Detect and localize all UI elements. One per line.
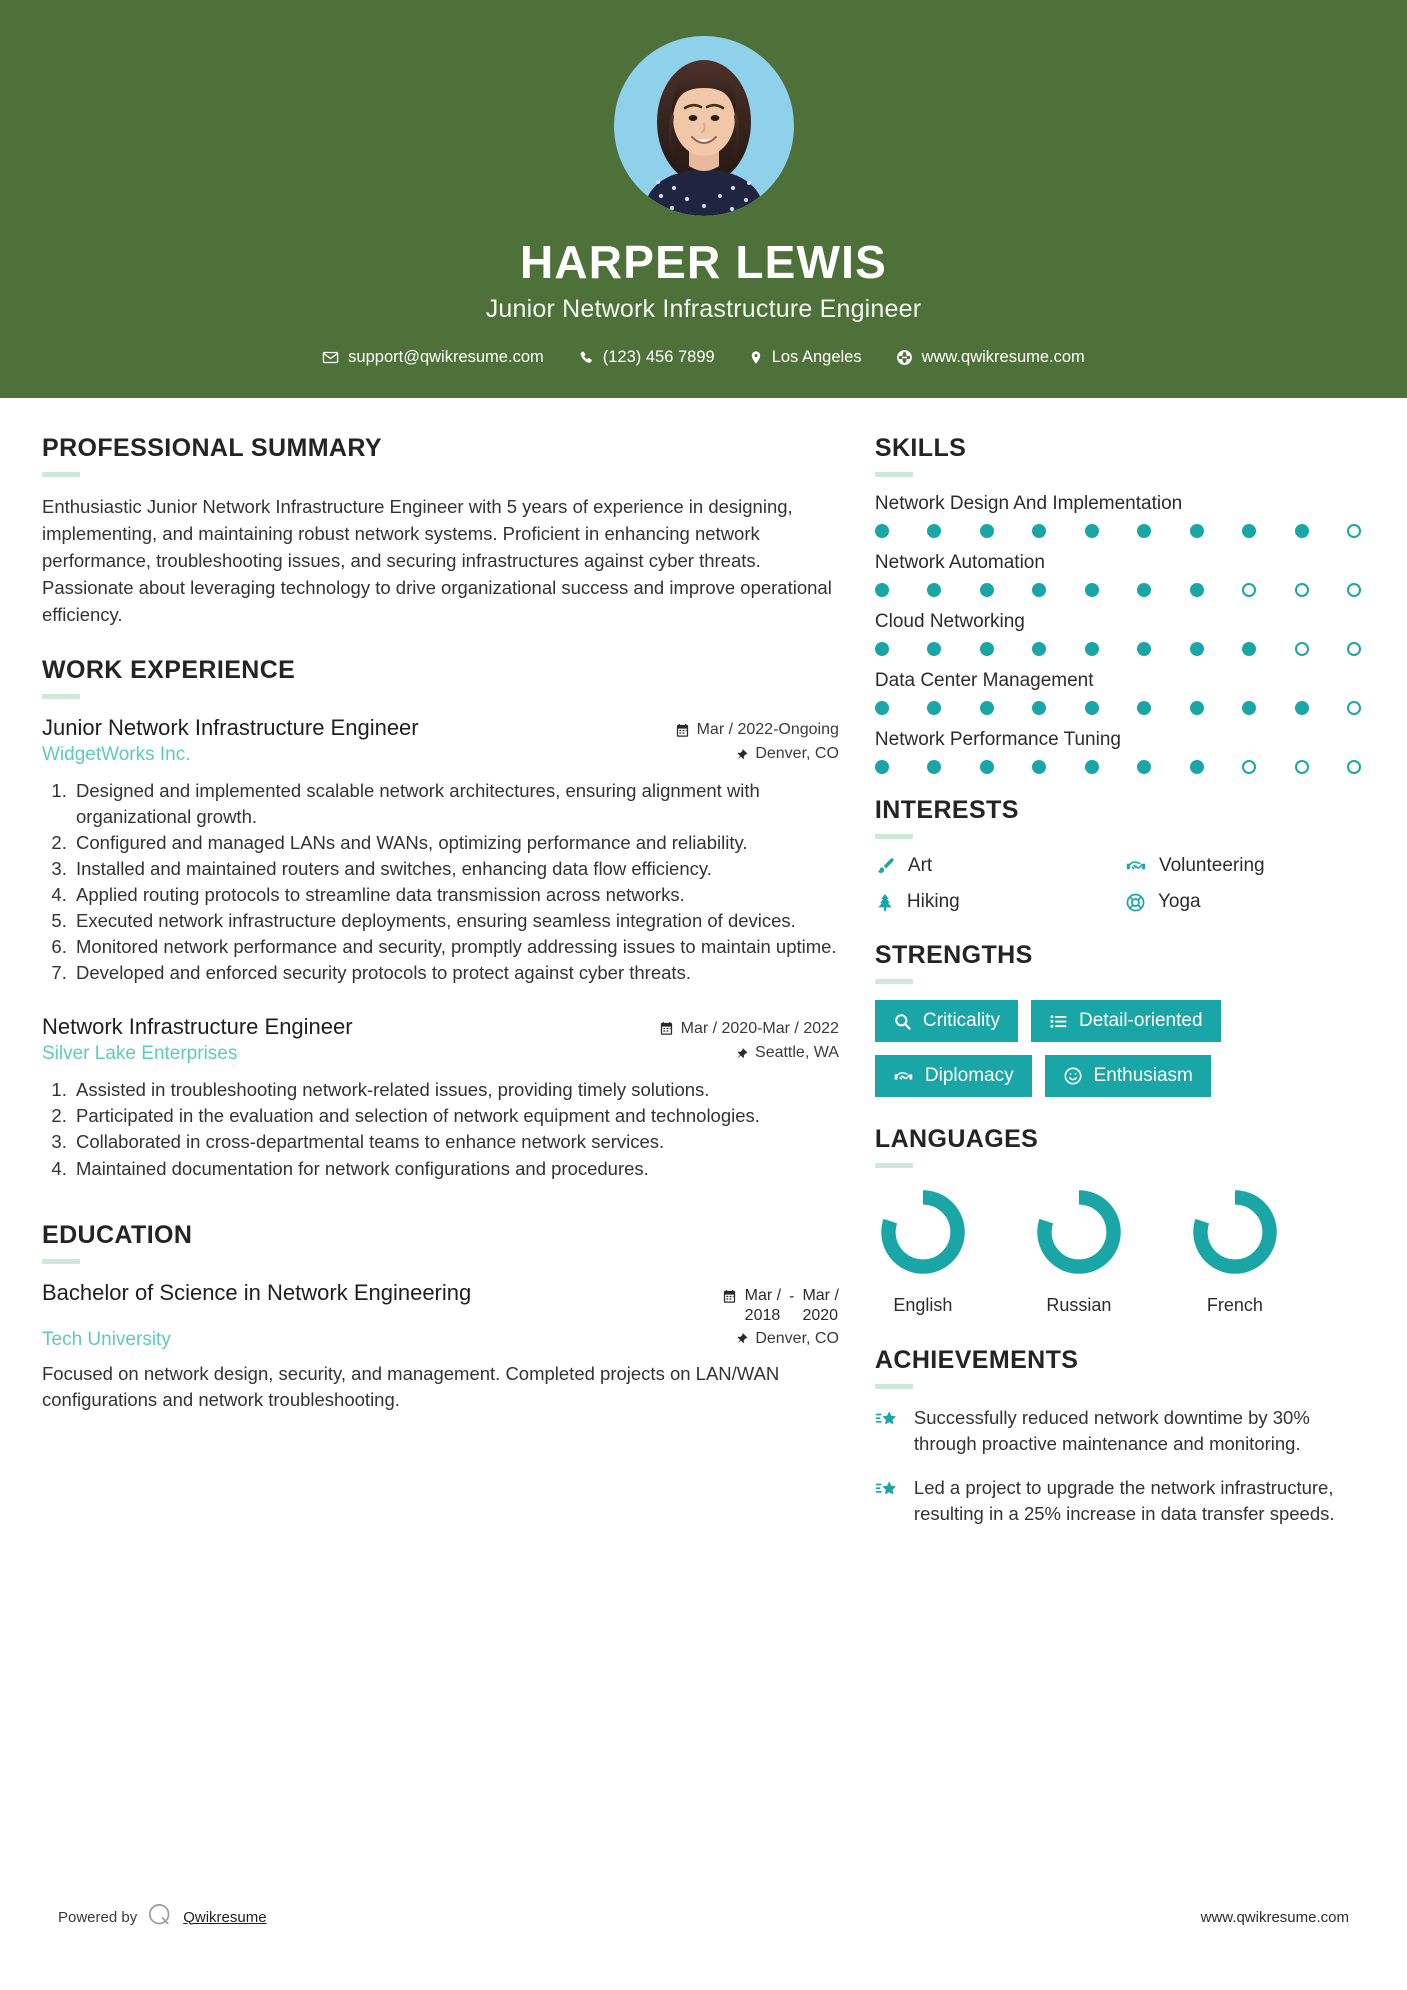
contact-website[interactable] <box>879 348 1102 367</box>
section-education <box>42 1221 839 1414</box>
skill-dot-filled <box>1295 701 1309 715</box>
education-entry <box>42 1280 839 1414</box>
section-skills <box>875 434 1365 774</box>
contact-website-text: www.qwikresume.com <box>921 348 1085 367</box>
section-rule <box>875 472 913 477</box>
paintbrush-icon <box>875 856 896 877</box>
skill-dot-empty <box>1347 583 1361 597</box>
work-role: Network Infrastructure Engineer <box>42 1013 353 1039</box>
resume-header <box>0 0 1407 398</box>
shooting-star-icon <box>875 1475 899 1502</box>
education-location-text: Denver, CO <box>755 1329 839 1347</box>
skill-dot-filled <box>1137 524 1151 538</box>
skill-dot-filled <box>1295 524 1309 538</box>
skill-dot-filled <box>980 701 994 715</box>
section-heading-education: EDUCATION <box>42 1220 193 1249</box>
interest-item <box>1125 891 1365 913</box>
work-bullet: 4. Applied routing protocols to streamline data transmission across networks. <box>72 882 839 907</box>
section-work-experience <box>42 656 839 1181</box>
skill-item <box>875 493 1365 538</box>
contact-row <box>0 348 1407 367</box>
contact-phone-text: (123) 456 7899 <box>602 348 715 367</box>
strength-chip-enthusiasm <box>1045 1055 1211 1097</box>
tree-icon <box>875 892 895 913</box>
calendar-icon <box>675 723 690 738</box>
work-company: WidgetWorks Inc. <box>42 744 191 766</box>
skill-dot-empty <box>1295 583 1309 597</box>
work-dates-text: Mar / 2022-Ongoing <box>696 721 839 738</box>
section-languages <box>875 1125 1365 1316</box>
skill-dot-filled <box>1190 701 1204 715</box>
education-degree: Bachelor of Science in Network Engineering <box>42 1279 472 1305</box>
skill-dot-filled <box>1032 760 1046 774</box>
section-heading-interests: INTERESTS <box>874 796 1019 824</box>
skill-dot-empty <box>1347 701 1361 715</box>
skill-dot-filled <box>1085 701 1099 715</box>
work-bullet: 3. Collaborated in cross-departmental teams to enhance network services. <box>72 1129 839 1154</box>
work-dates-text: Mar / 2020-Mar / 2022 <box>680 1019 839 1037</box>
contact-email[interactable] <box>305 348 561 367</box>
skill-item <box>875 552 1365 597</box>
work-dates <box>659 1014 839 1038</box>
work-bullet: 1. Assisted in troubleshooting network-related issues, providing timely solutions. <box>72 1077 839 1102</box>
skill-name: Data Center Management <box>874 670 1094 691</box>
section-heading-strengths: STRENGTHS <box>874 941 1033 969</box>
education-date-separator: - <box>789 1287 795 1305</box>
contact-email-text: support@qwikresume.com <box>348 348 544 367</box>
skill-name: Cloud Networking <box>874 611 1025 632</box>
section-heading-summary: PROFESSIONAL SUMMARY <box>42 434 382 462</box>
skill-dot-filled <box>1032 524 1046 538</box>
search-icon <box>893 1012 912 1031</box>
section-rule <box>42 694 80 699</box>
handshake-icon <box>1125 855 1147 877</box>
lifebuoy-icon <box>1125 892 1146 913</box>
skill-item <box>875 611 1365 656</box>
skill-rating <box>875 701 1365 715</box>
language-item <box>875 1184 971 1316</box>
interest-grid <box>875 855 1365 913</box>
skill-dot-filled <box>1137 760 1151 774</box>
education-start-date <box>745 1286 781 1326</box>
skill-dot-filled <box>980 760 994 774</box>
skill-dot-filled <box>1137 701 1151 715</box>
skill-name: Network Design And Implementation <box>874 493 1183 514</box>
skill-dot-filled <box>927 583 941 597</box>
skill-dot-filled <box>927 524 941 538</box>
skill-dot-filled <box>1085 583 1099 597</box>
skill-item <box>875 670 1365 715</box>
language-name: French <box>1206 1295 1263 1315</box>
phone-icon <box>578 350 594 366</box>
language-item <box>1031 1184 1127 1316</box>
achievement-item <box>875 1475 1365 1527</box>
work-bullets <box>42 778 839 985</box>
map-pin-icon <box>749 349 763 366</box>
globe-icon <box>896 349 913 366</box>
skill-dot-empty <box>1295 760 1309 774</box>
avatar <box>614 36 794 216</box>
skill-dot-filled <box>875 524 889 538</box>
section-rule <box>875 1163 913 1168</box>
skill-dot-filled <box>1190 760 1204 774</box>
skill-dot-filled <box>1242 642 1256 656</box>
strength-chip-criticality <box>875 1000 1018 1042</box>
strength-chip-diplomacy <box>875 1055 1032 1097</box>
language-name: Russian <box>1046 1295 1112 1315</box>
section-heading-languages: LANGUAGES <box>874 1125 1039 1153</box>
work-location <box>735 741 839 763</box>
interest-label: Yoga <box>1157 891 1201 912</box>
strength-label: Enthusiasm <box>1093 1065 1193 1086</box>
skill-dot-filled <box>1085 524 1099 538</box>
work-entry <box>42 715 839 986</box>
education-dates <box>722 1280 839 1326</box>
skill-dot-filled <box>1032 701 1046 715</box>
skill-dot-filled <box>875 583 889 597</box>
skill-rating <box>875 583 1365 597</box>
skill-dot-filled <box>1085 642 1099 656</box>
interest-label: Hiking <box>906 891 960 912</box>
qwikresume-logo-icon <box>147 1902 173 1932</box>
skill-dot-filled <box>980 642 994 656</box>
work-company: Silver Lake Enterprises <box>42 1043 238 1065</box>
section-heading-achievements: ACHIEVEMENTS <box>874 1346 1079 1374</box>
education-start-month: Mar / <box>744 1286 782 1304</box>
skill-dot-filled <box>927 760 941 774</box>
skill-dot-empty <box>1347 760 1361 774</box>
candidate-job-title: Junior Network Infrastructure Engineer <box>485 295 922 324</box>
section-achievements <box>875 1346 1365 1527</box>
section-rule <box>875 1384 913 1389</box>
calendar-icon <box>722 1286 737 1309</box>
right-column <box>875 434 1365 1545</box>
skill-rating <box>875 760 1365 774</box>
work-dates <box>675 715 839 739</box>
education-start-year: 2018 <box>744 1306 781 1324</box>
section-strengths <box>875 941 1365 1097</box>
language-donut <box>1187 1184 1283 1280</box>
skill-name: Network Performance Tuning <box>874 729 1121 750</box>
work-location-text: Seattle, WA <box>755 1044 839 1062</box>
skill-dot-filled <box>1137 583 1151 597</box>
list-icon <box>1049 1012 1068 1031</box>
language-donut <box>1031 1184 1127 1280</box>
language-name: English <box>893 1295 953 1315</box>
section-interests <box>875 796 1365 913</box>
skill-item <box>875 729 1365 774</box>
skill-dot-filled <box>1032 583 1046 597</box>
left-column <box>42 434 839 1545</box>
candidate-name: HARPER LEWIS <box>519 236 888 288</box>
interest-label: Art <box>907 855 933 876</box>
achievement-text: Led a project to upgrade the network infrastructure, resulting in a 25% increase in data transfer speeds. <box>913 1476 1335 1524</box>
pin-icon <box>735 1046 748 1061</box>
skill-rating <box>875 524 1365 538</box>
strength-chip-detail-oriented <box>1031 1000 1221 1042</box>
interest-item <box>875 855 1115 877</box>
interest-label: Volunteering <box>1158 855 1265 876</box>
education-end-date <box>802 1286 838 1326</box>
skill-dot-filled <box>980 524 994 538</box>
footer-brand-link[interactable]: Qwikresume <box>183 1908 267 1926</box>
education-description: Focused on network design, security, and management. Completed projects on LAN/WAN configurations and network troubleshooting. <box>42 1362 780 1410</box>
skill-dot-filled <box>1137 642 1151 656</box>
language-donut <box>875 1184 971 1280</box>
skill-name: Network Automation <box>874 552 1045 573</box>
work-bullet: 6. Monitored network performance and security, promptly addressing issues to maintain uptime. <box>72 934 839 959</box>
summary-text: Enthusiastic Junior Network Infrastructure Engineer with 5 years of experience in designing, implementing, and maintaining robust network systems. Proficient in enhancing network performance, troubleshooting issues, and securing infrastructures against cyber threats. Passionate about leveraging technology to drive organizational success and improve operational efficiency. <box>42 496 832 625</box>
work-location <box>735 1040 839 1062</box>
section-heading-work: WORK EXPERIENCE <box>42 656 296 684</box>
work-bullet: 2. Configured and managed LANs and WANs, optimizing performance and reliability. <box>72 830 839 855</box>
footer <box>0 1902 1407 1932</box>
skill-dot-empty <box>1347 642 1361 656</box>
envelope-icon <box>322 349 339 366</box>
shooting-star-icon <box>875 1405 899 1432</box>
resume-body <box>0 398 1407 1545</box>
pin-icon <box>735 1331 748 1346</box>
avatar-photo <box>614 36 794 216</box>
section-rule <box>875 979 913 984</box>
skill-dot-filled <box>927 701 941 715</box>
skill-dot-empty <box>1242 583 1256 597</box>
education-end-month: Mar / <box>802 1286 839 1304</box>
section-rule <box>42 1259 80 1264</box>
contact-location-text: Los Angeles <box>771 348 862 367</box>
work-bullet: 7. Developed and enforced security protocols to protect against cyber threats. <box>72 960 839 985</box>
skill-dot-filled <box>1085 760 1099 774</box>
footer-powered-text: Powered by <box>58 1908 138 1926</box>
work-entry <box>42 1014 839 1181</box>
work-bullet: 2. Participated in the evaluation and selection of network equipment and technologies. <box>72 1103 839 1128</box>
calendar-icon <box>659 1021 674 1036</box>
interest-item <box>875 891 1115 913</box>
skill-dot-filled <box>875 760 889 774</box>
skill-dot-filled <box>1190 524 1204 538</box>
language-item <box>1187 1184 1283 1316</box>
work-role: Junior Network Infrastructure Engineer <box>42 715 419 740</box>
contact-location <box>732 348 879 367</box>
strength-label: Criticality <box>922 1010 1000 1031</box>
handshake-icon <box>893 1066 914 1087</box>
skill-dot-empty <box>1347 524 1361 538</box>
work-bullet: 3. Installed and maintained routers and switches, enhancing data flow efficiency. <box>72 856 839 881</box>
interest-item <box>1125 855 1365 877</box>
languages-list <box>875 1184 1365 1316</box>
work-bullet: 1. Designed and implemented scalable network architectures, ensuring alignment with organizational growth. <box>72 778 839 828</box>
achievement-text: Successfully reduced network downtime by 30% through proactive maintenance and monitoring. <box>913 1407 1310 1454</box>
achievement-item <box>875 1405 1365 1457</box>
skill-dot-filled <box>1242 524 1256 538</box>
skill-dot-filled <box>1242 701 1256 715</box>
strength-label: Detail-oriented <box>1078 1010 1203 1031</box>
education-end-year: 2020 <box>802 1306 839 1324</box>
section-professional-summary <box>42 434 839 628</box>
skill-dot-filled <box>875 642 889 656</box>
work-bullet: 5. Executed network infrastructure deployments, ensuring seamless integration of devices. <box>72 908 839 933</box>
skill-dot-empty <box>1242 760 1256 774</box>
section-rule <box>875 834 913 839</box>
strength-label: Diplomacy <box>924 1065 1014 1086</box>
section-rule <box>42 472 80 477</box>
skill-dot-filled <box>927 642 941 656</box>
contact-phone[interactable] <box>561 348 732 367</box>
pin-icon <box>735 747 748 762</box>
smiley-icon <box>1063 1066 1083 1086</box>
work-bullet: 4. Maintained documentation for network configurations and procedures. <box>72 1156 839 1181</box>
section-heading-skills: SKILLS <box>874 434 967 462</box>
work-location-text: Denver, CO <box>755 745 839 763</box>
skill-dot-filled <box>875 701 889 715</box>
skill-dot-filled <box>980 583 994 597</box>
work-bullets <box>42 1077 839 1181</box>
footer-powered-by <box>58 1902 267 1932</box>
skill-rating <box>875 642 1365 656</box>
footer-website[interactable]: www.qwikresume.com <box>1200 1908 1349 1926</box>
skill-dot-empty <box>1295 642 1309 656</box>
skill-dot-filled <box>1190 642 1204 656</box>
strengths-list <box>875 1000 1365 1097</box>
education-location <box>735 1326 839 1348</box>
skill-dot-filled <box>1190 583 1204 597</box>
education-school: Tech University <box>42 1328 171 1350</box>
skill-dot-filled <box>1032 642 1046 656</box>
